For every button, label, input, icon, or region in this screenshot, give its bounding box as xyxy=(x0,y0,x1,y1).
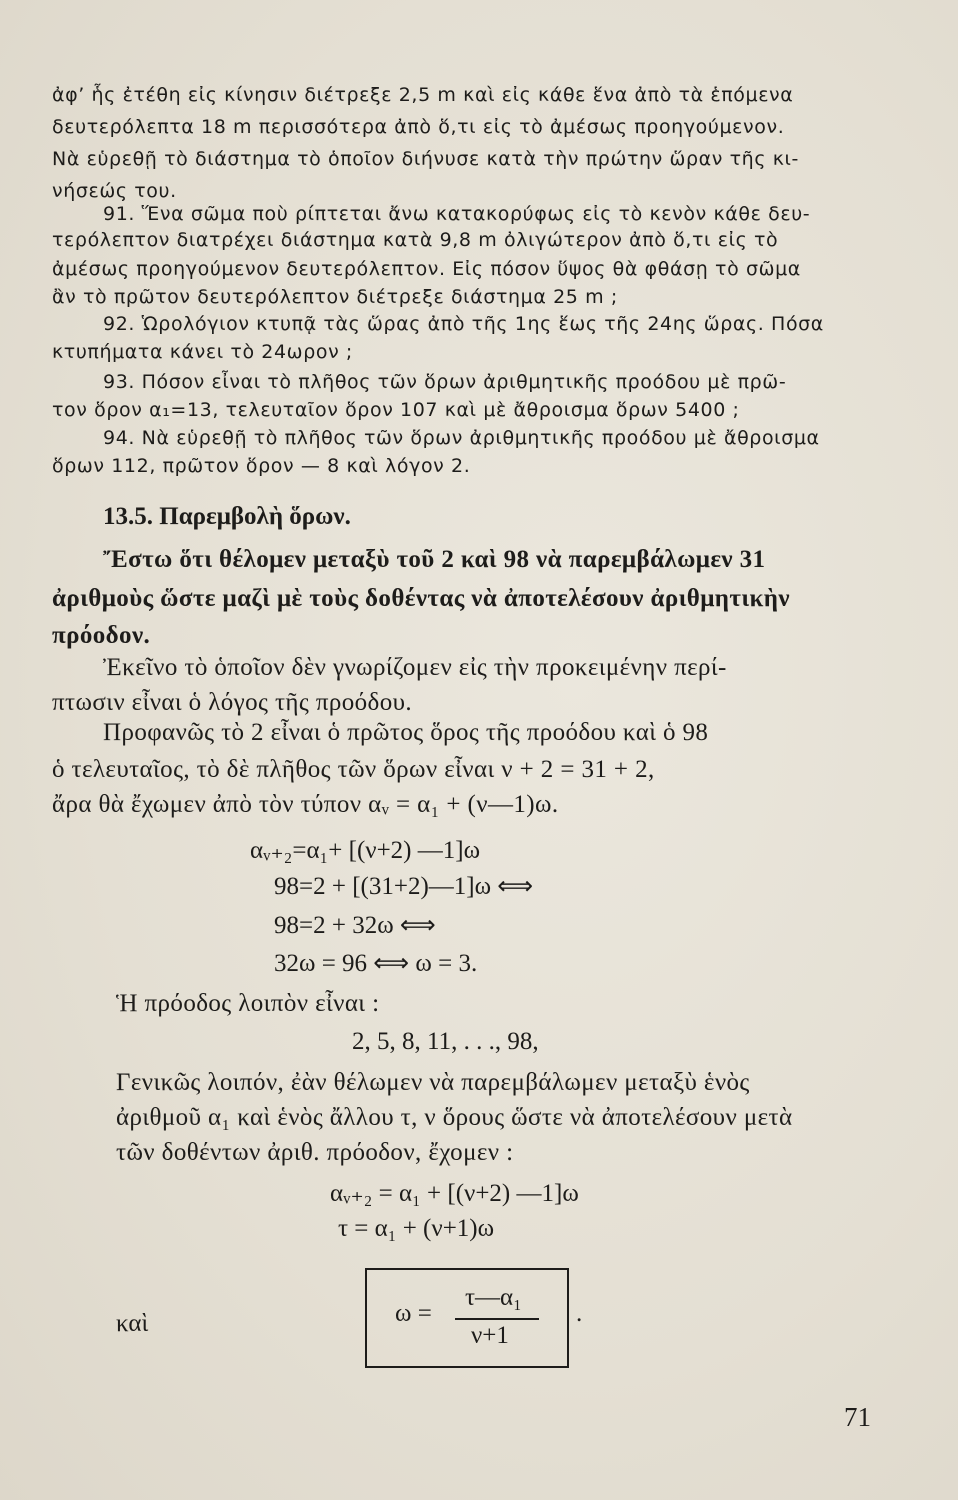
equation-2: 98=2 + [(31+2)—1]ω ⟺ xyxy=(274,873,534,900)
equation-4: 32ω = 96 ⟺ ω = 3. xyxy=(274,950,478,977)
general-line-1: Γενικῶς λοιπόν, ἐὰν θέλωμεν νὰ παρεμβάλωμεν μεταξὺ ἑνὸς xyxy=(116,1069,750,1096)
section-number: 13.5. xyxy=(103,503,153,530)
problem-line-3: Νὰ εὑρεθῇ τὸ διάστημα τὸ ὁποῖον διήνυσε κατὰ τὴν πρώτην ὥραν τῆς κι- xyxy=(52,148,799,170)
body-line-4: ὁ τελευταῖος, τὸ δὲ πλῆθος τῶν ὅρων εἶναι ν + 2 = 31 + 2, xyxy=(52,756,655,783)
progression-sequence: 2, 5, 8, 11, . . ., 98, xyxy=(352,1028,539,1055)
fraction-bar xyxy=(455,1318,539,1320)
problem-91-line-1: 91. Ἕνα σῶμα ποὺ ρίπτεται ἄνω κατακορύφως εἰς τὸ κενὸν κάθε δευ- xyxy=(103,203,811,225)
problem-93-line-1: 93. Πόσον εἶναι τὸ πλῆθος τῶν ὅρων ἀριθμητικῆς προόδου μὲ πρῶ- xyxy=(103,371,787,393)
progression-intro: Ἡ πρόοδος λοιπὸν εἶναι : xyxy=(116,990,380,1017)
section-heading xyxy=(103,503,351,531)
problem-94-line-1: 94. Νὰ εὑρεθῇ τὸ πλῆθος τῶν ὅρων ἀριθμητικῆς προόδου μὲ ἄθροισμα xyxy=(103,427,820,449)
equation-1: αᵥ₊₂=α₁+ [(ν+2) —1]ω xyxy=(250,837,481,864)
result-trailing-period: . xyxy=(576,1300,583,1327)
result-denominator: ν+1 xyxy=(471,1322,509,1349)
problem-line-1: ἀφ’ ἧς ἐτέθη εἰς κίνησιν διέτρεξε 2,5 m καὶ εἰς κάθε ἕνα ἀπὸ τὰ ἑπόμενα xyxy=(52,84,794,106)
statement-line-2: ἀριθμοὺς ὥστε μαζὶ μὲ τοὺς δοθέντας νὰ ἀποτελέσουν ἀριθμητικὴν xyxy=(52,585,790,612)
equation-3: 98=2 + 32ω ⟺ xyxy=(274,912,436,939)
section-title: Παρεμβολὴ ὅρων. xyxy=(159,503,351,530)
problem-93-line-2: τον ὅρον α₁=13, τελευταῖον ὅρον 107 καὶ μὲ ἄθροισμα ὅρων 5400 ; xyxy=(52,399,740,421)
page-number: 71 xyxy=(844,1402,871,1432)
problem-line-2: δευτερόλεπτα 18 m περισσότερα ἀπὸ ὅ,τι εἰς τὸ ἀμέσως προηγούμενον. xyxy=(52,116,785,138)
problem-91-line-3: ἀμέσως προηγούμενον δευτερόλεπτον. Εἰς πόσον ὕψος θὰ φθάσῃ τὸ σῶμα xyxy=(52,258,801,280)
result-formula-box xyxy=(365,1268,569,1368)
general-line-2: ἀριθμοῦ α₁ καὶ ἑνὸς ἄλλου τ, ν ὅρους ὥστε νὰ ἀποτελέσουν μετὰ xyxy=(116,1104,793,1131)
problem-94-line-2: ὅρων 112, πρῶτον ὅρον — 8 καὶ λόγον 2. xyxy=(52,455,471,477)
general-equation-2: τ = α₁ + (ν+1)ω xyxy=(338,1215,495,1242)
result-lead-word: καὶ xyxy=(116,1310,149,1337)
body-line-1: Ἐκεῖνο τὸ ὁποῖον δὲν γνωρίζομεν εἰς τὴν προκειμένην περί- xyxy=(103,654,727,681)
body-line-2: πτωσιν εἶναι ὁ λόγος τῆς προόδου. xyxy=(52,689,413,716)
problem-92-line-2: κτυπήματα κάνει τὸ 24ωρον ; xyxy=(52,341,353,363)
statement-line-3: πρόοδον. xyxy=(52,622,151,649)
result-lhs: ω = xyxy=(395,1300,432,1327)
problem-91-line-2: τερόλεπτον διατρέχει διάστημα κατὰ 9,8 m ὀλιγώτερον ἀπὸ ὅ,τι εἰς τὸ xyxy=(52,229,779,251)
problem-91-line-4: ἂν τὸ πρῶτον δευτερόλεπτον διέτρεξε διάστημα 25 m ; xyxy=(52,286,618,308)
statement-line-1: Ἔστω ὅτι θέλομεν μεταξὺ τοῦ 2 καὶ 98 νὰ παρεμβάλωμεν 31 xyxy=(103,546,766,573)
general-equation-1: αᵥ₊₂ = α₁ + [(ν+2) —1]ω xyxy=(330,1180,579,1207)
body-line-5: ἄρα θὰ ἔχωμεν ἀπὸ τὸν τύπον αᵥ = α₁ + (ν—1)ω. xyxy=(52,791,559,818)
problem-line-4: νήσεώς του. xyxy=(52,180,177,202)
problem-92-line-1: 92. Ὡρολόγιον κτυπᾷ τὰς ὥρας ἀπὸ τῆς 1ης ἕως τῆς 24ης ὥρας. Πόσα xyxy=(103,313,824,335)
result-numerator: τ—α₁ xyxy=(465,1284,522,1311)
body-line-3: Προφανῶς τὸ 2 εἶναι ὁ πρῶτος ὅρος τῆς προόδου καὶ ὁ 98 xyxy=(103,719,709,746)
general-line-3: τῶν δοθέντων ἀριθ. πρόοδον, ἔχομεν : xyxy=(116,1139,514,1166)
